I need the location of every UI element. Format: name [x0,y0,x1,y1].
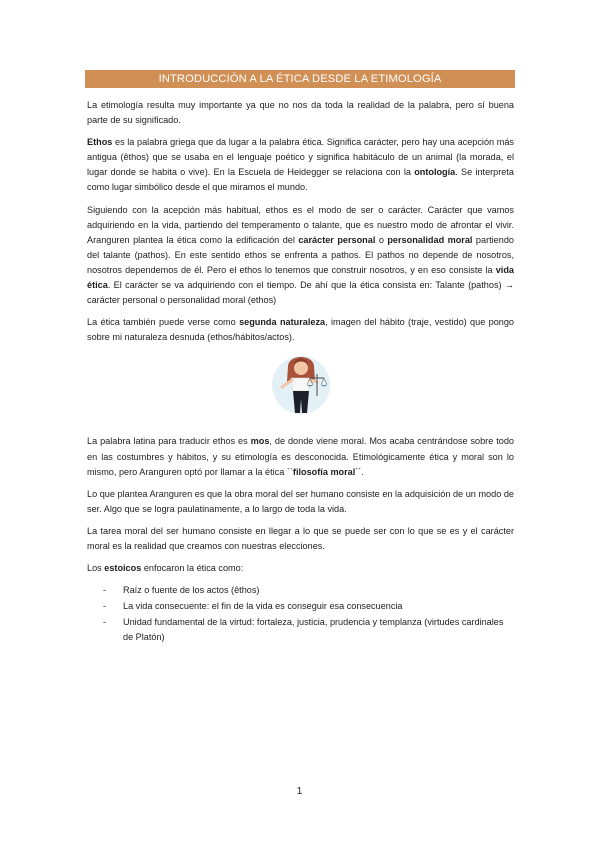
paragraph-caracter: Siguiendo con la acepción más habitual, ethos es el modo de ser o carácter. Carácter que vamos adquiriendo en la vida, partiendo del temperamento o talante, que es nuestro modo de afrontar el vivir. Aranguren plantea la ética como la edificación del carácter personal o personalidad moral partiendo del talante (pathos). En este sentido ethos se enfrenta a pathos. El pathos no depende de nosotros, nosotros dependemos de él. Pero el ethos lo tenemos que construir nosotros, y en eso consiste la vida ética. El carácter se va adquiriendo con el tiempo. De ahí que la ética consista en: Talante (pathos) → carácter personal o personalidad moral (ethos) [87,204,514,306]
page-number: 1 [296,786,303,797]
stoic-list [87,583,514,645]
list-dash: - [103,617,107,628]
list-item: - Unidad fundamental de la virtud: fortaleza, justicia, prudencia y templanza (virtudes cardinales de Platón) [103,617,504,643]
paragraph-tarea-moral: La tarea moral del ser humano consiste en llegar a lo que se puede ser con lo que se es y el carácter moral es la realidad que creamos con nuestras elecciones. [87,525,514,551]
term-ethos: Ethos [87,137,113,148]
term-ontologia: ontología [414,167,456,178]
term-segunda-naturaleza: segunda naturaleza [239,317,326,328]
paragraph-ethos: Ethos es la palabra griega que da lugar a la palabra ética. Significa carácter, pero hay una acepción más antigua (êthos) que se usaba en el lenguaje poético y significa habitáculo de un animal (la morada, el lugar donde se habita o vive). En la Escuela de Heidegger se relaciona con la ontología. Se interpreta como lugar simbólico desde el que miramos el mundo. [87,137,514,193]
document-body [87,98,514,647]
list-item: - La vida consecuente: el fin de la vida es conseguir esa consecuencia [87,599,514,614]
term-caracter-personal: carácter personal [298,234,376,245]
paragraph-mos: La palabra latina para traducir ethos es mos, de donde viene moral. Mos acaba centrándose sobre todo en las costumbres y hábitos, y su etimología es desconocida. Etimológicamente ética y moral son lo mismo, pero Aranguren optó por llamar a la ética ``filosofía moral´´. [87,436,514,477]
list-dash: - [103,585,107,596]
term-estoicos: estoicos [104,563,142,574]
woman-holding-scales-illustration [268,352,334,416]
paragraph-etymology: La etimología resulta muy importante ya que no nos da toda la realidad de la palabra, pero sí buena parte de su significado. [87,100,514,126]
page-title: INTRODUCCIÓN A LA ÉTICA DESDE LA ETIMOLOGÍA [85,70,515,88]
paragraph-aranguren: Lo que plantea Aranguren es que la obra moral del ser humano consiste en la adquisición de un modo de ser. Algo que se logra paulatinamente, a lo largo de toda la vida. [87,488,514,514]
term-vida-etica: vida ética [87,264,514,291]
term-personalidad-moral: personalidad moral [387,234,473,245]
paragraph-estoicos: Los estoicos enfocaron la ética como: [87,563,244,574]
term-mos: mos [250,436,270,447]
list-dash: - [103,601,107,612]
term-filosofia-moral: filosofía moral [292,466,356,477]
paragraph-segunda-naturaleza: La ética también puede verse como segunda naturaleza, imagen del hábito (traje, vestido) que pongo sobre mi naturaleza desnuda (ethos/hábitos/actos). [87,317,514,343]
list-item: - Raíz o fuente de los actos (êthos) [87,583,514,598]
